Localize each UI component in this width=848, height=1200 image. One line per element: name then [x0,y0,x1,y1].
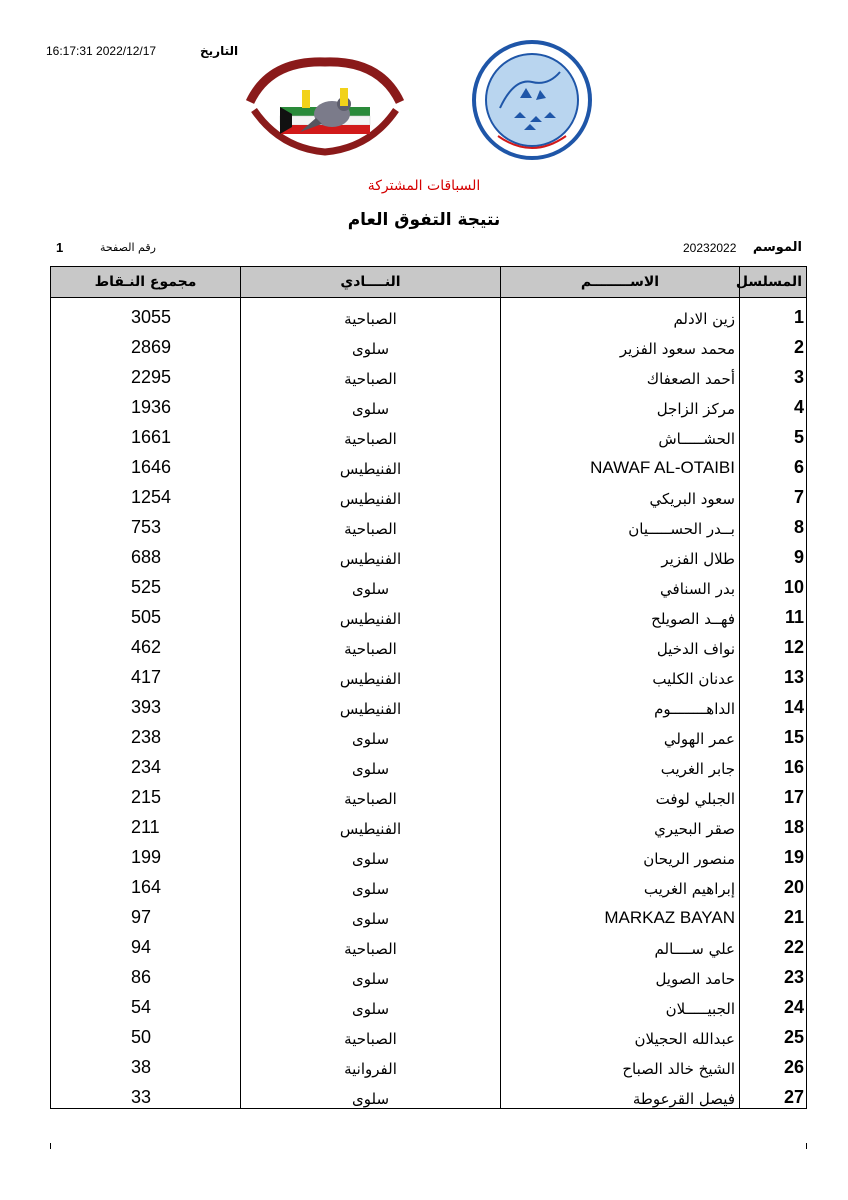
rank-cell: 26 [740,1048,807,1078]
points-cell: 1254 [51,478,241,508]
name-cell: جابر الغريب [501,748,740,778]
table-row [51,1018,807,1048]
name-cell: بــدر الحســـــيان [501,508,740,538]
season-label: الموسم [752,240,802,255]
table-row [51,568,807,598]
points-cell: 38 [51,1048,241,1078]
section-title: السباقات المشتركة [367,178,481,194]
table-row [51,958,807,988]
club-cell: الصباحية [241,778,501,808]
page-number-label: رقم الصفحة [100,241,156,254]
rank-cell: 11 [740,598,807,628]
points-cell: 86 [51,958,241,988]
name-cell: الجبيـــــلان [501,988,740,1018]
club-cell: سلوى [241,748,501,778]
name-cell: الشيخ خالد الصباح [501,1048,740,1078]
rank-cell: 13 [740,658,807,688]
points-cell: 238 [51,718,241,748]
table-row [51,658,807,688]
points-cell: 1646 [51,448,241,478]
column-header-name: الاســــــــم [501,267,740,298]
table-border-tail [50,1143,51,1149]
name-cell: الحشـــــاش [501,418,740,448]
rank-cell: 7 [740,478,807,508]
rank-cell: 9 [740,538,807,568]
table-row [51,778,807,808]
club-cell: سلوى [241,958,501,988]
name-cell: NAWAF AL-OTAIBI [501,448,740,478]
name-cell: الداهــــــــوم [501,688,740,718]
club-cell: الفنيطيس [241,808,501,838]
points-cell: 688 [51,538,241,568]
table-row [51,838,807,868]
rank-cell: 1 [740,298,807,329]
points-cell: 462 [51,628,241,658]
table-row [51,718,807,748]
name-cell: فهــد الصويلح [501,598,740,628]
name-cell: سعود البريكي [501,478,740,508]
name-cell: إبراهيم الغريب [501,868,740,898]
points-cell: 525 [51,568,241,598]
club-cell: الصباحية [241,298,501,329]
table-row [51,988,807,1018]
club-cell: الفنيطيس [241,658,501,688]
points-cell: 199 [51,838,241,868]
club-cell: سلوى [241,988,501,1018]
name-cell: MARKAZ BAYAN [501,898,740,928]
column-header-points: مجموع النـقاط [51,267,241,298]
name-cell: منصور الريحان [501,838,740,868]
points-cell: 505 [51,598,241,628]
rank-cell: 18 [740,808,807,838]
column-header-club: النــــادي [241,267,501,298]
name-cell: حامد الصويل [501,958,740,988]
rank-cell: 12 [740,628,807,658]
table-row [51,298,807,329]
points-cell: 97 [51,898,241,928]
name-cell: عبدالله الحجيلان [501,1018,740,1048]
rank-cell: 14 [740,688,807,718]
points-cell: 33 [51,1078,241,1109]
federation-logo [470,38,594,162]
points-cell: 54 [51,988,241,1018]
rank-cell: 20 [740,868,807,898]
name-cell: الجبلي لوفت [501,778,740,808]
points-cell: 94 [51,928,241,958]
name-cell: عمر الهولي [501,718,740,748]
table-row [51,748,807,778]
rank-cell: 21 [740,898,807,928]
rank-cell: 2 [740,328,807,358]
page-title: نتيجة التفوق العام [347,210,501,230]
table-row [51,1048,807,1078]
points-cell: 215 [51,778,241,808]
name-cell: زين الادلم [501,298,740,329]
rank-cell: 25 [740,1018,807,1048]
club-cell: سلوى [241,838,501,868]
table-row [51,388,807,418]
points-cell: 753 [51,508,241,538]
season-value: 20232022 [683,241,737,255]
rank-cell: 22 [740,928,807,958]
club-cell: الصباحية [241,628,501,658]
club-cell: الفروانية [241,1048,501,1078]
rank-cell: 3 [740,358,807,388]
club-cell: الفنيطيس [241,478,501,508]
name-cell: أحمد الصعفاك [501,358,740,388]
table-row [51,328,807,358]
club-logo [240,52,410,160]
club-cell: الصباحية [241,418,501,448]
club-cell: سلوى [241,868,501,898]
rank-cell: 6 [740,448,807,478]
club-cell: سلوى [241,1078,501,1109]
rank-cell: 16 [740,748,807,778]
table-row [51,358,807,388]
rank-cell: 15 [740,718,807,748]
table-row [51,928,807,958]
rank-cell: 23 [740,958,807,988]
table-row [51,688,807,718]
date-label: التاريخ [200,44,239,58]
points-cell: 3055 [51,298,241,329]
table-row [51,508,807,538]
club-cell: الفنيطيس [241,448,501,478]
name-cell: علي ســــالم [501,928,740,958]
name-cell: بدر السنافي [501,568,740,598]
name-cell: عدنان الكليب [501,658,740,688]
results-table [50,266,807,1109]
points-cell: 50 [51,1018,241,1048]
name-cell: نواف الدخيل [501,628,740,658]
name-cell: محمد سعود الفزير [501,328,740,358]
name-cell: مركز الزاجل [501,388,740,418]
table-row [51,448,807,478]
table-row [51,598,807,628]
club-cell: الصباحية [241,928,501,958]
name-cell: فيصل القرعوطة [501,1078,740,1109]
rank-cell: 8 [740,508,807,538]
table-row [51,868,807,898]
table-row [51,1078,807,1109]
rank-cell: 17 [740,778,807,808]
rank-cell: 27 [740,1078,807,1109]
table-row [51,538,807,568]
club-cell: سلوى [241,568,501,598]
page-number-value: 1 [56,240,64,255]
table-row [51,478,807,508]
rank-cell: 5 [740,418,807,448]
club-cell: الفنيطيس [241,538,501,568]
club-cell: سلوى [241,388,501,418]
table-row [51,628,807,658]
rank-cell: 10 [740,568,807,598]
report-timestamp: 16:17:31 2022/12/17 [46,44,157,58]
points-cell: 2295 [51,358,241,388]
points-cell: 1936 [51,388,241,418]
table-border-tail [806,1143,807,1149]
table-row [51,418,807,448]
column-header-rank: المسلسل [740,267,807,298]
points-cell: 211 [51,808,241,838]
club-cell: سلوى [241,328,501,358]
points-cell: 417 [51,658,241,688]
table-header-row [51,267,807,298]
table-row [51,808,807,838]
points-cell: 234 [51,748,241,778]
points-cell: 2869 [51,328,241,358]
points-cell: 393 [51,688,241,718]
club-cell: الفنيطيس [241,688,501,718]
points-cell: 1661 [51,418,241,448]
name-cell: صقر البحيري [501,808,740,838]
rank-cell: 19 [740,838,807,868]
table-row [51,898,807,928]
rank-cell: 24 [740,988,807,1018]
club-cell: الصباحية [241,508,501,538]
club-cell: سلوى [241,898,501,928]
points-cell: 164 [51,868,241,898]
rank-cell: 4 [740,388,807,418]
club-cell: سلوى [241,718,501,748]
club-cell: الصباحية [241,358,501,388]
name-cell: طلال الفزير [501,538,740,568]
club-cell: الصباحية [241,1018,501,1048]
club-cell: الفنيطيس [241,598,501,628]
